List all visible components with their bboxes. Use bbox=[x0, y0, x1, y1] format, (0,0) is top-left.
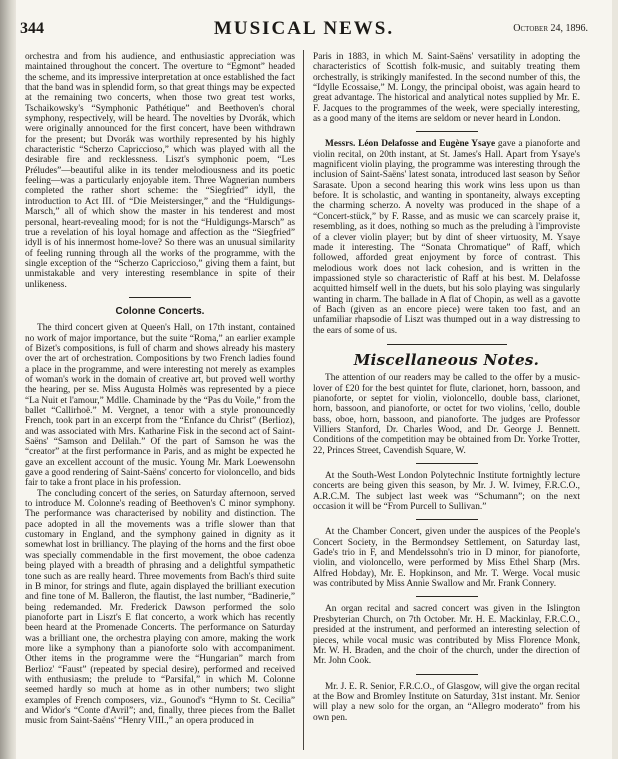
note-paragraph: Mr. J. E. R. Senior, F.R.C.O., of Glasgow, will give the organ recital at the Bow and Bromley Institute on Saturday, 31st instant. Mr. Senior will play a new solo for the organ, an “Allegro moderato” from his own pen. bbox=[313, 681, 580, 723]
miscellaneous-notes-heading: Miscellaneous Notes. bbox=[353, 350, 540, 369]
note-rule bbox=[416, 463, 478, 464]
article-paragraph: orchestra and from his audience, and enthusiastic appreciation was maintained throughout the concert. The overture to “Egmont” headed the scheme, and its impressive interpretation at once established the fact that the band was in splendid form, so that great things may be expected at the remaining two concerts, when those two great test works, Tschaikowsky's “Symphonic Pathétique” and Beethoven's choral symphony, respectively, will be heard. The novelties by Dvorák, which were originally announced for the first concert, have been withdrawn for the present; but Dvorák was worthily represented by his highly characteristic “Scherzo Capriccioso,” which was played with all the desirable fire and recklessness. Liszt's symphonic poem, “Les Préludes”—beautiful alike in its tender melodiousness and its poetic feeling—was a particularly enjoyable item. Three Wagnerian numbers completed the rather short scheme: the “Siegfried” idyll, the introduction to Act III. of “Die Meistersinger,” and the “Huldigungs-Marsch,” all of which show the master in his tenderest and most personal, heart-revealing mood; for is not the “Huldigungs-Marsch” as true a revelation of his loyal homage and affection as the “Siegfried” idyll is of his innermost home-love? So there was an unusual similarity of feeling running through all the works of the programme, with the single exception of the “Scherzo Capriccioso,” giving them a faint, but unmistakable and very interesting resemblance in spite of their unlikeness. bbox=[25, 52, 295, 290]
left-column bbox=[25, 52, 295, 752]
page-number: 344 bbox=[20, 20, 44, 37]
recital-paragraph bbox=[313, 139, 580, 336]
note-paragraph: The attention of our readers may be called to the offer by a music-lover of £20 for the best quintet for flute, clarionet, horn, bassoon, and pianoforte, or septet for violin, violoncello, double bass, clarionet, horn, bassoon, and pianoforte, or octet for two violins, 'cello, double bass, oboe, horn, bassoon, and pianoforte. The judges are Professor Villiers Stanford, Dr. Charles Wood, and Dr. George J. Bennett. Conditions of the competition may be obtained from Dr. Yorke Trotter, 22, Princes Street, Cavendish Square, W. bbox=[313, 373, 580, 456]
issue-date: October 24, 1896. bbox=[513, 23, 588, 34]
note-rule bbox=[416, 519, 478, 520]
note-paragraph: At the South-West London Polytechnic Institute fortnightly lecture concerts are being given this season, by Mr. J. W. Ivimey, F.R.C.O., A.R.C.M. The subject last week was “Schumann”; on the next occasion it will be “From Purcell to Sullivan.” bbox=[313, 471, 580, 513]
note-paragraph: At the Chamber Concert, given under the auspices of the People's Concert Society, in the Bermondsey Settlement, on Saturday last, Gade's trio in F, and Mendelssohn's trio in D minor, for pianoforte, violin, and violoncello, were performed by Miss Ethel Sharp (Mrs. Alfred Hobday), Mr. E. Hopkinson, and Mr. T. Werge. Vocal music was contributed by Miss Annie Swallow and Mr. Frank Connery. bbox=[313, 527, 580, 590]
recital-text: gave a pianoforte and violin recital, on 20th instant, at St. James's Hall. Apart from Ysaye's magnificent violin playing, the programme was interesting through the inclusion of Saint-Saëns' latest sonata, introduced last season by Señor Sarasate. Upon a second hearing this work wins less upon us than before. It is scholastic, and wanting in spontaneity, always excepting the charming scherzo. A novelty was produced in the shape of a “Concert-stück,” by F. Rasse, and as music we can scarcely praise it, resembling, as it does, nothing so much as the preluding à l'improviste of a clever violin player; but by dint of sheer virtuosity, M. Ysaye made it interesting. The “Sonata Chromatique” of Raff, which followed, afforded great enjoyment by force of contrast. This melodious work does not lack cohesion, and is written in the impassioned style so characteristic of Raff at his best. M. Delafosse acquitted himself well in the duets, but his solo playing was singularly wanting in charm. The ballade in A flat of Chopin, as well as a gavotte of Bach (given as an encore piece) were taken too fast, and an unfamiliar rhapsodie of Liszt was thumped out in a way distressing to the ears of some of us. bbox=[313, 139, 580, 336]
right-column bbox=[313, 52, 580, 752]
section-heading-colonne: Colonne Concerts. bbox=[115, 305, 205, 317]
page-gutter-shadow bbox=[0, 0, 16, 759]
article-paragraph: The concluding concert of the series, on Saturday afternoon, served to introduce M. Colonne's reading of Beethoven's C minor symphony. The performance was characterised by nobility and distinction. The pace adopted in all the movements was a trifle slower than that customary in England, and the symphony gained in dignity as it somewhat lost in brilliancy. The playing of the horns and the first oboe was specially commendable in the first movement, the oboe cadenza being played with a breadth of phrasing and a delightful sympathetic tone such as are really heard. Three movements from Bach's third suite in B minor, for strings and flute, again displayed the brilliant execution and fine tone of M. Balleron, the flautist, the last number, “Badinerie,” being redemanded. Mr. Frederick Dawson performed the solo pianoforte part in Liszt's E flat concerto, a work which has recently been heard at the Promenade Concerts. The performance on Saturday was a brilliant one, the orchestra playing con amore, making the work more like a symphony than a pianoforte solo with accompaniment. Other items in the programme were the “Hungarian” march from Berlioz' “Faust” (repeated by special desire), performed and received with enthusiasm; the prelude to “Parsifal,” in which M. Colonne seemed hardly so much at home as in other numbers; two slight examples of French composers, viz., Gounod's “Hymn to St. Cecilia” and Widor's “Conte d'Avril”; and, finally, three pieces from the Ballet music from Saint-Saëns' “Henry VIII.,” an opera produced in bbox=[25, 488, 295, 727]
section-rule bbox=[416, 131, 478, 132]
section-rule bbox=[129, 297, 191, 298]
performer-names: Messrs. Léon Delafosse and Eugène Ysaye bbox=[325, 139, 496, 150]
note-paragraph: An organ recital and sacred concert was given in the Islington Presbyterian Church, on 7th October. Mr. H. E. Mackinlay, F.R.C.O., presided at the instrument, and performed an interesting selection of pieces, while vocal music was contributed by Miss Florence Monk, Mr. W. H. Braden, and the choir of the church, under the direction of Mr. John Cook. bbox=[313, 604, 580, 667]
column-divider bbox=[303, 50, 304, 750]
section-rule bbox=[387, 344, 507, 345]
publication-title: MUSICAL NEWS. bbox=[213, 18, 395, 39]
page-header bbox=[20, 18, 588, 42]
article-paragraph: The third concert given at Queen's Hall, on 17th instant, contained no work of major importance, but the suite “Roma,” an earlier example of Bizet's compositions, is full of charm and shows already his mastery over the art of orchestration. Compositions by two French ladies found a place in the programme, and were interesting not merely as examples of woman's work in the domain of creative art, but proved well worthy the hearing, per se. Miss Augusta Holmès was represented by a piece “La Nuit et l'amour,” Mdlle. Chaminade by the “Pas du Voile,” from the ballet “Callirhoë.” M. Vergnet, a tenor with a style pronouncedly French, took part in an excerpt from the “Enfance du Christ” (Berlioz), and was associated with Mrs. Katharine Fisk in the second act of Saint-Saëns' “Samson and Delilah.” Of the part of Samson he was the “creator” at the first performance in Paris, and as might be expected he gave an excellent account of the music. Young Mr. Mark Loewensohn gave a good rendering of Saint-Saëns' concerto for violoncello, and bids fair to take a front place in his profession. bbox=[25, 323, 295, 489]
note-rule bbox=[416, 596, 478, 597]
article-paragraph: Paris in 1883, in which M. Saint-Saëns' versatility in adopting the characteristics of Scottish folk-music, and suitably treating them orchestrally, is strikingly manifested. In the second number of this, the “Idylle Ecossaise,” M. Longy, the principal oboist, was again heard to great advantage. The historical and analytical notes supplied by Mr. E. F. Jacques to the programmes of the week, were specially interesting, as a good many of the items are seldom or never heard in London. bbox=[313, 52, 580, 125]
note-rule bbox=[416, 674, 478, 675]
